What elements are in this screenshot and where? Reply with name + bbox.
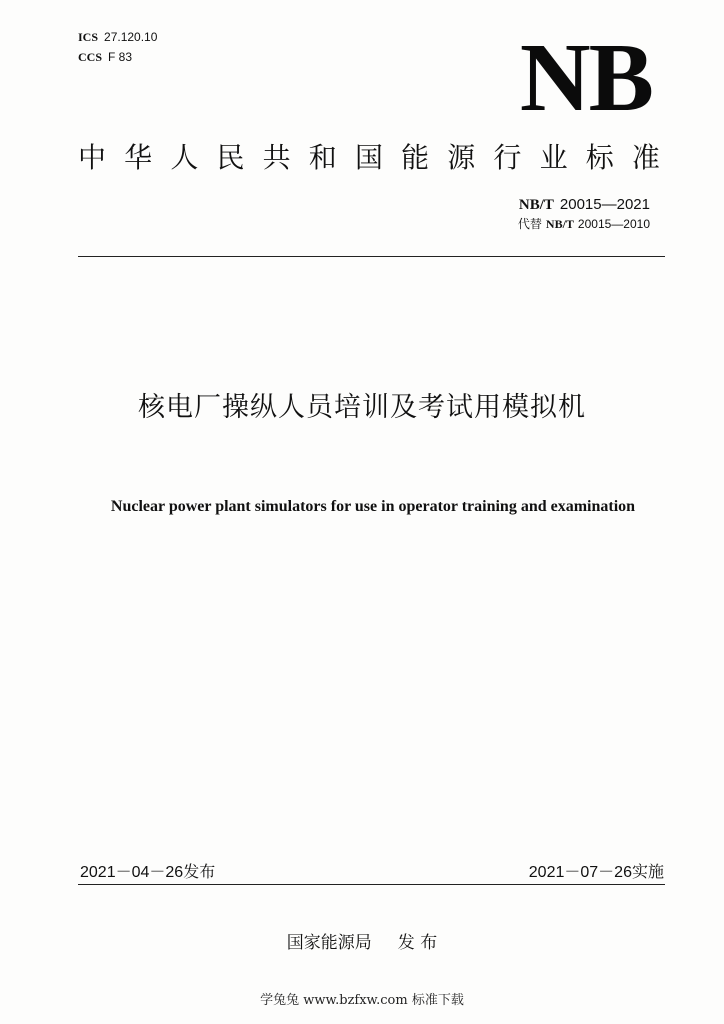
replaces-standard [518,216,650,232]
top-divider [78,256,665,257]
standard-category-title [78,138,660,178]
bottom-divider [78,884,665,885]
standard-category-char: 行 [493,141,522,174]
standard-category-char: 中 [78,141,107,174]
publisher [0,932,724,954]
ics-code [78,30,157,44]
standard-category-char: 共 [262,141,291,174]
implementation-date-label: 实施 [631,862,664,881]
issue-date-label: 发布 [183,862,216,881]
document-title-chinese: 核电厂操纵人员培训及考试用模拟机 [138,392,586,423]
ccs-code [78,50,132,64]
standard-number [519,196,650,214]
standard-category-char: 准 [631,141,660,174]
standard-category-char: 源 [447,141,476,174]
standard-category-char: 标 [585,141,614,174]
standard-category-char: 民 [216,141,245,174]
nb-logo: NB [519,24,652,132]
replaces-label: 代替 [517,217,542,231]
document-title-english: Nuclear power plant simulators for use in operator training and examination [110,498,636,515]
issue-date [80,862,215,883]
standard-category-char: 人 [170,141,199,174]
standard-number-value: 20015—2021 [559,196,650,213]
ccs-label: CCS [78,50,103,64]
replaces-value: 20015—2010 [577,217,650,231]
standard-category-char: 华 [124,141,153,174]
publisher-action: 发 布 [397,933,438,953]
standard-category-char: 国 [354,141,383,174]
implementation-date [529,862,664,883]
replaces-prefix: NB/T [545,217,574,231]
standard-category-char: 业 [539,141,568,174]
implementation-date-value: 2021－07－26 [528,864,632,881]
standard-category-char: 能 [401,141,430,174]
standard-number-prefix: NB/T [518,197,554,213]
ics-label: ICS [78,30,99,44]
footer-watermark: 学兔兔 www.bzfxw.com 标准下载 [260,993,464,1008]
ics-value: 27.120.10 [104,30,158,44]
issue-date-value: 2021－04－26 [80,864,184,881]
ccs-value: F 83 [108,50,133,64]
standard-category-char: 和 [308,141,337,174]
publisher-org: 国家能源局 [286,933,372,953]
